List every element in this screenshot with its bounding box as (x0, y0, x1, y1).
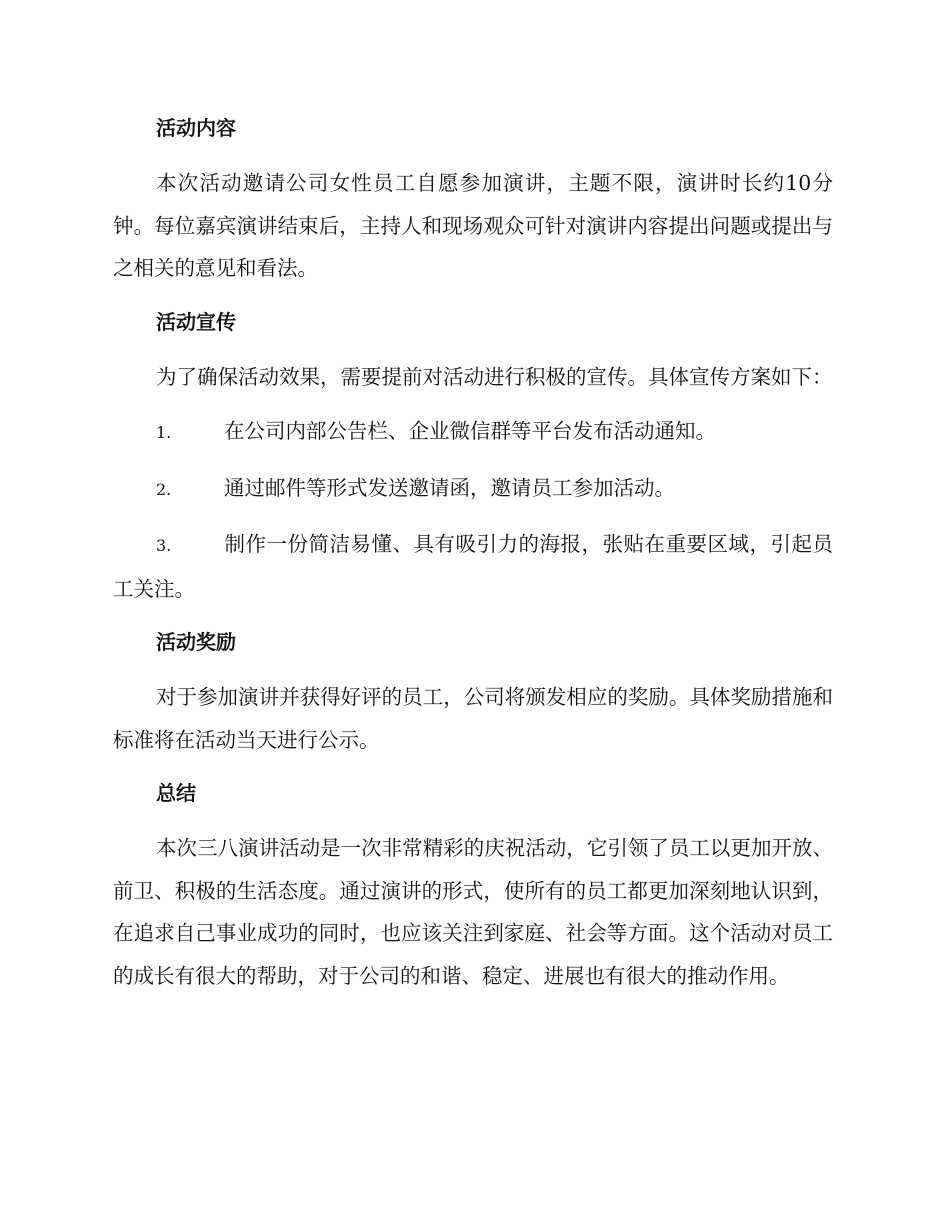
list-item-text: 制作一份简洁易懂、具有吸引力的海报，张贴在重要区域，引起员工关注。 (113, 532, 833, 601)
list-item (113, 523, 833, 610)
list-item-number: 3. (156, 536, 172, 555)
section-summary-paragraph: 本次三八演讲活动是一次非常精彩的庆祝活动，它引领了员工以更加开放、前卫、积极的生活态度。通过演讲的形式，使所有的员工都更加深刻地认识到，在追求自己事业成功的同时，也应该关注到家庭、社会等方面。这个活动对员工的成长有很大的帮助，对于公司的和谐、稳定、进展也有很大的推动作用。 (113, 836, 833, 988)
list-item-text: 通过邮件等形式发送邀请函，邀请员工参加活动。 (224, 475, 675, 500)
section-heading-promotion: 活动宣传 (156, 309, 236, 334)
section-heading-content: 活动内容 (156, 116, 236, 140)
list-item-number: 1. (156, 423, 172, 442)
document-page (113, 108, 833, 1009)
section-heading-rewards: 活动奖励 (156, 630, 236, 654)
list-item (113, 410, 833, 455)
section-rewards-paragraph: 对于参加演讲并获得好评的员工，公司将颁发相应的奖励。具体奖励措施和标准将在活动当天进行公示。 (113, 685, 833, 752)
list-item-number: 2. (156, 479, 172, 499)
list-item (113, 467, 833, 512)
list-item-text: 在公司内部公告栏、企业微信群等平台发布活动通知。 (224, 419, 716, 443)
section-content-paragraph: 本次活动邀请公司女性员工自愿参加演讲，主题不限，演讲时长约10分钟。每位嘉宾演讲结束后，主持人和现场观众可针对演讲内容提出问题或提出与之相关的意见和看法。 (113, 171, 833, 280)
section-promotion-paragraph: 为了确保活动效果，需要提前对活动进行积极的宣传。具体宣传方案如下： (156, 364, 833, 389)
section-heading-summary: 总结 (156, 781, 196, 805)
